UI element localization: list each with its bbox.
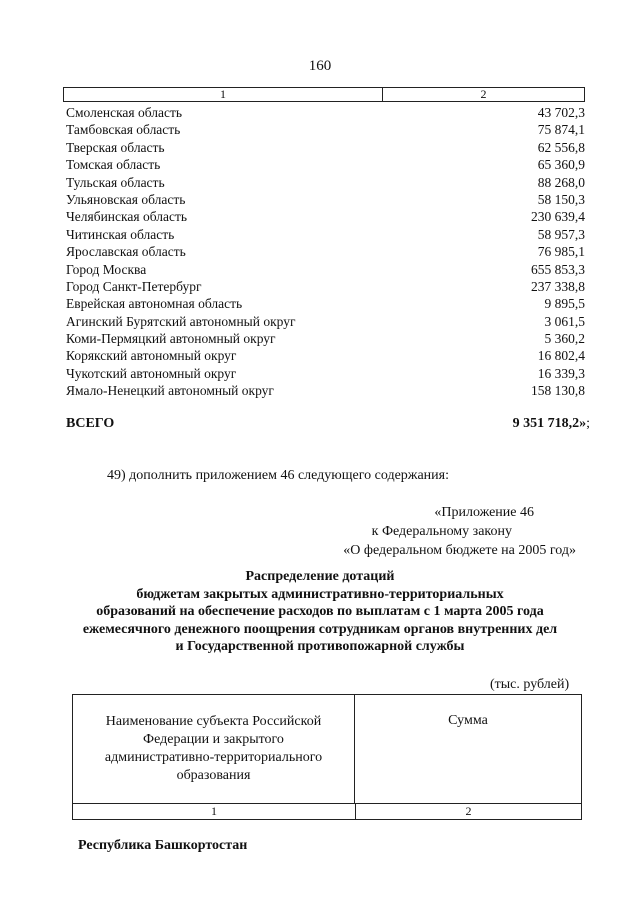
row-value: 230 639,4 [531,209,585,225]
row-value: 655 853,3 [531,261,585,277]
row-name: Ямало-Ненецкий автономный округ [66,383,274,399]
bottom-col-2-number: 2 [465,804,472,818]
row-value: 62 556,8 [537,139,585,155]
title-line-3: образований на обеспечение расходов по выплатам с 1 марта 2005 года [96,604,544,619]
table-row [66,365,585,382]
table-row [66,139,585,156]
table-row [66,261,585,278]
top-col-1-header: 1 [64,88,383,101]
row-value: 65 360,9 [537,157,585,173]
row-value: 76 985,1 [537,244,585,260]
page-number: 160 [308,58,332,74]
total-suffix: ; [586,416,590,431]
table-row [66,243,585,260]
row-name: Корякский автономный округ [66,348,237,364]
table-row [66,382,585,399]
row-name: Смоленская область [66,105,183,120]
row-name: Город Санкт-Петербург [66,278,202,294]
table-row [66,226,585,243]
table-row [66,191,585,208]
row-value: 3 061,5 [544,313,585,329]
title-line-4: ежемесячного денежного поощрения сотрудникам органов внутренних дел [82,621,558,637]
row-name: Челябинская область [66,209,188,225]
row-name: Коми-Пермяцкий автономный округ [66,331,276,347]
row-value: 58 957,3 [537,226,585,242]
units-label: (тыс. рублей) [490,677,570,692]
appendix-line-2: к Федеральному закону [371,524,512,539]
appendix-line-1: «Приложение 46 [434,505,534,520]
bottom-col-1-header [73,695,355,803]
total-value: 9 351 718,2» [512,416,587,431]
distribution-title [60,568,580,656]
row-name: Тамбовская область [66,122,181,138]
row-name: Еврейская автономная область [66,296,243,312]
row-name: Город Москва [66,261,147,277]
region-heading: Республика Башкортостан [78,838,248,853]
row-value: 16 339,3 [537,365,585,381]
row-value: 58 150,3 [537,191,585,207]
title-line-1: Распределение дотаций [245,569,395,584]
row-name: Читинская область [66,226,175,242]
title-line-5: и Государственной противопожарной службы [175,639,465,654]
row-value: 237 338,8 [531,278,585,294]
top-table-header [63,87,585,102]
row-name: Агинский Бурятский автономный округ [66,313,296,329]
row-name: Тульская область [66,174,165,190]
row-value: 16 802,4 [537,348,585,364]
row-name: Тверская область [66,139,165,155]
table-row [66,347,585,364]
table-row [66,295,585,312]
table-row [66,313,585,330]
appendix-header [300,503,576,560]
table-row [66,156,585,173]
bottom-col-2-header: Сумма [448,713,488,728]
total-row [66,416,590,432]
appendix-line-3: «О федеральном бюджете на 2005 год» [343,543,576,558]
row-value: 88 268,0 [537,174,585,190]
row-value: 5 360,2 [544,331,585,347]
top-col-2-header: 2 [480,87,487,101]
title-line-2: бюджетам закрытых административно-территориальных [136,586,504,602]
amendment-note: 49) дополнить приложением 46 следующего содержания: [107,468,449,483]
table-row [66,278,585,295]
col1-header-line: Федерации и закрытого [143,732,284,747]
bottom-col-1-number: 1 [73,804,356,820]
col1-header-line: административно-территориального [104,750,323,765]
table-row [66,121,585,138]
row-name: Ульяновская область [66,191,186,207]
row-value: 158 130,8 [531,383,585,399]
top-table-body [66,104,585,400]
row-name: Чукотский автономный округ [66,365,237,381]
table-row [66,174,585,191]
table-row [66,104,585,121]
row-value: 75 874,1 [537,122,585,138]
col1-header-line: Наименование субъекта Российской [105,714,322,729]
table-row [66,208,585,225]
total-label: ВСЕГО [66,416,115,431]
bottom-table [72,694,582,820]
row-name: Ярославская область [66,244,186,260]
row-name: Томская область [66,157,161,173]
row-value: 9 895,5 [544,296,585,312]
table-row [66,330,585,347]
col1-header-line: образования [176,768,251,783]
row-value: 43 702,3 [537,105,585,120]
